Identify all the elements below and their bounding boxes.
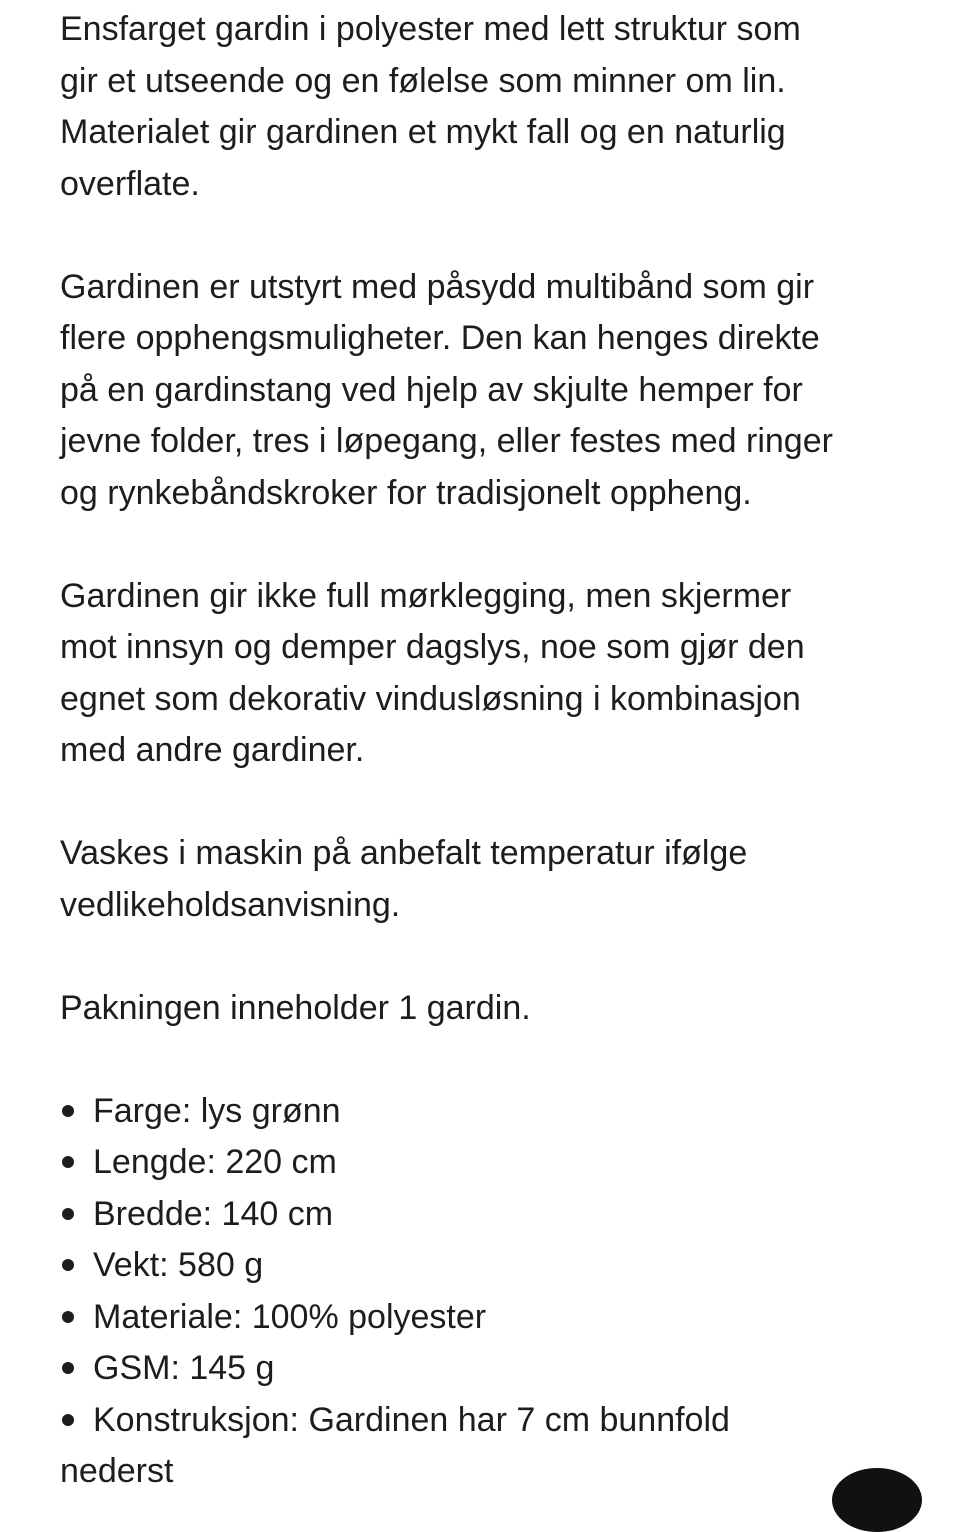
bullet-icon — [62, 1259, 74, 1271]
description-paragraph-4: Vaskes i maskin på anbefalt temperatur ifølge vedlikeholdsanvisning. — [60, 834, 748, 924]
bullet-icon — [62, 1362, 74, 1374]
spec-item-length — [60, 1137, 910, 1189]
spec-item-material — [60, 1292, 910, 1344]
floating-button[interactable] — [832, 1468, 922, 1532]
bullet-icon — [62, 1311, 74, 1323]
spec-item-width — [60, 1189, 910, 1241]
spec-list — [60, 1086, 910, 1498]
spec-item-text: Bredde: 140 cm — [93, 1194, 334, 1233]
spec-item-weight — [60, 1240, 910, 1292]
description-paragraph-1: Ensfarget gardin i polyester med lett struktur som gir et utseende og en følelse som minner om lin. Materialet gir gardinen et mykt fall og en naturlig overflate. — [60, 10, 801, 203]
spec-item-text: GSM: 145 g — [93, 1349, 275, 1387]
product-description — [60, 4, 910, 1498]
spec-item-gsm — [60, 1343, 910, 1395]
spec-item-text: Farge: lys grønn — [93, 1091, 341, 1130]
description-paragraph-3: Gardinen gir ikke full mørklegging, men skjermer mot innsyn og demper dagslys, noe som gjør den egnet som dekorativ vindusløsning i kombinasjon med andre gardiner. — [60, 576, 805, 769]
spec-item-text: Materiale: 100% polyester — [93, 1297, 487, 1336]
spec-item-color — [60, 1086, 910, 1138]
spec-item-text: Konstruksjon: Gardinen har 7 cm bunnfold — [93, 1400, 730, 1439]
spec-item-text: Vekt: 580 g — [93, 1246, 264, 1284]
spec-item-text: Lengde: 220 cm — [93, 1143, 337, 1181]
spec-item-construction — [60, 1395, 910, 1498]
spec-item-text-continued: nederst — [60, 1452, 174, 1490]
bullet-icon — [62, 1105, 74, 1117]
bullet-icon — [62, 1414, 74, 1426]
bullet-icon — [62, 1156, 74, 1168]
description-paragraph-2: Gardinen er utstyrt med påsydd multibånd som gir flere opphengsmuligheter. Den kan henges direkte på en gardinstang ved hjelp av skjulte hemper for jevne folder, tres i løpegang, eller festes med ringer og rynkebåndskroker for tradisjonelt oppheng. — [60, 267, 833, 512]
bullet-icon — [62, 1208, 74, 1220]
description-paragraph-5: Pakningen inneholder 1 gardin. — [60, 988, 531, 1027]
